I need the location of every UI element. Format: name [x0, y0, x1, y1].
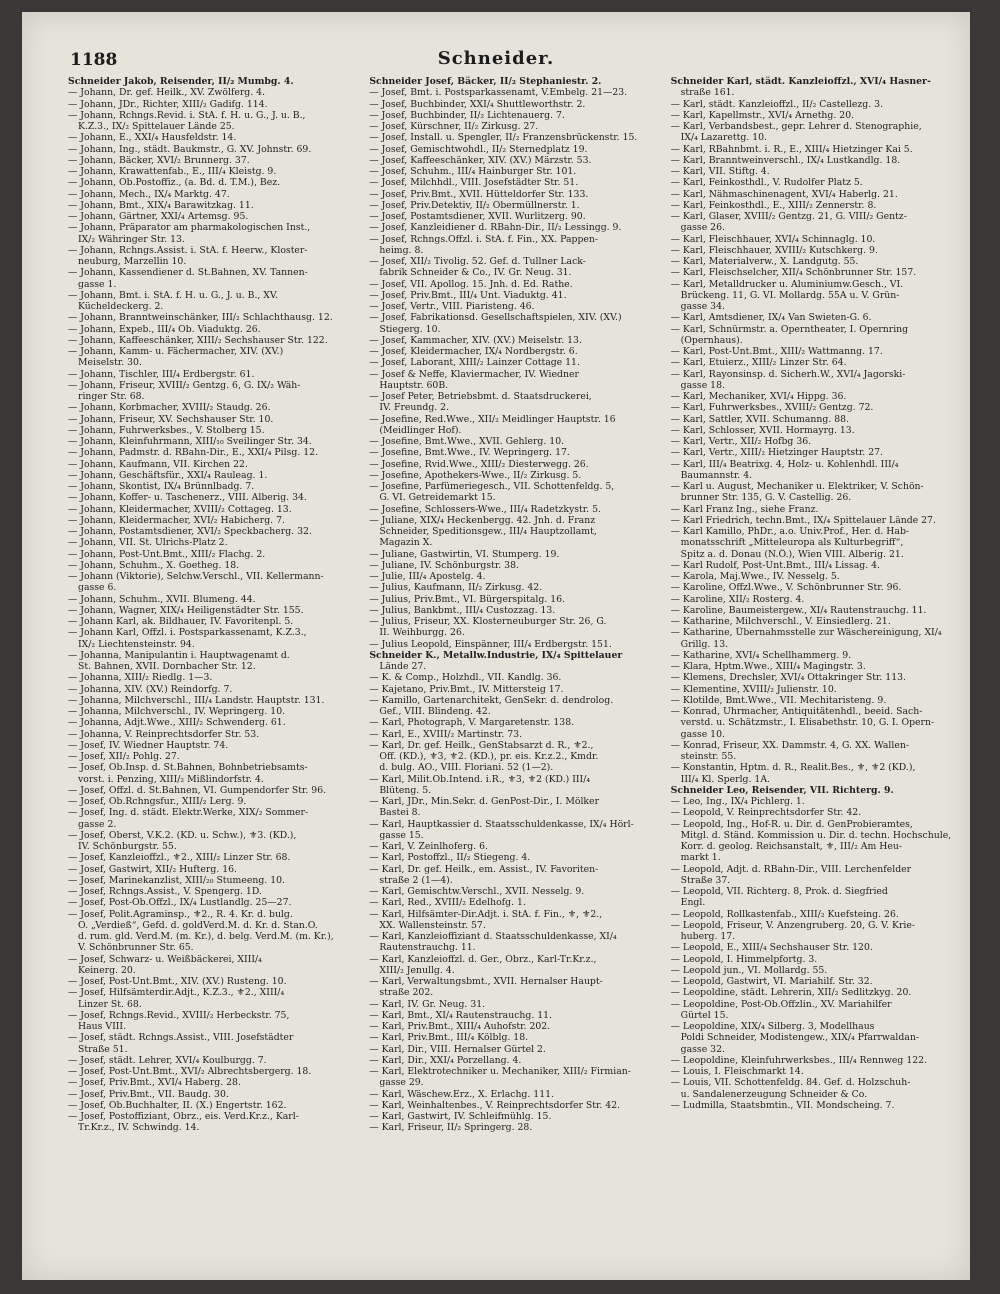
directory-entry: — K. & Comp., Holzhdl., VII. Kandlg. 36. — [369, 672, 562, 684]
directory-entry: — Karl, Kapellmstr., XVI/₄ Arnethg. 20. — [670, 109, 855, 121]
directory-entry: — Julie, III/₄ Apostelg. 4. — [369, 571, 486, 582]
surname-heading-entry: Schneider K., Metallw.Industrie, IX/₄ Spittelauer — [369, 649, 623, 661]
entry-continuation: Straße 51. — [78, 1043, 128, 1055]
entry-continuation: straße 161. — [680, 87, 735, 99]
directory-entry: — Karl, Rayonsinsp. d. Sicherh.W., XVI/₄ Jagorski- — [670, 368, 906, 380]
directory-entry: — Josef, Ing. d. städt. Elektr.Werke, XIX/₂ Sommer- — [68, 807, 309, 819]
directory-entry: — Johann, Postamtsdiener, XVI/₂ Speckbacherg. 32. — [68, 526, 312, 537]
directory-entry: — Johann, Padmstr. d. RBahn-Dir., E., XXI/₄ Pilsg. 12. — [68, 447, 319, 459]
directory-entry: — Karl, Dr. gef. Heilk., em. Assist., IV. Favoriten- — [369, 863, 599, 875]
entry-continuation: IX/₄ Lazarettg. 10. — [680, 132, 767, 144]
entry-continuation: St. Bahnen, XVII. Dornbacher Str. 12. — [78, 661, 256, 672]
directory-entry: — Johann (Viktorie), Selchw.Verschl., VII. Kellermann- — [68, 571, 324, 582]
directory-entry: — Josef Peter, Betriebsbmt. d. Staatsdruckerei, — [369, 391, 592, 402]
directory-entry: — Julius, Friseur, XX. Klosterneuburger Str. 26, G. — [369, 616, 607, 627]
directory-entry: — Josef, Post-Unt.Bmt., XVI/₂ Albrechtsbergerg. 18. — [68, 1066, 312, 1077]
directory-entry: — Josef, Install. u. Spengler, II/₂ Franzensbrückenstr. 15. — [369, 132, 638, 144]
directory-entry: — Johanna, XIII/₂ Riedlg. 1—3. — [68, 672, 213, 684]
directory-entry: — Leopold, Friseur, V. Anzengruberg. 20, G. V. Krie- — [670, 919, 916, 931]
directory-entry: — Karl, Post-Unt.Bmt., XIII/₂ Wattmanng. 17. — [670, 346, 883, 357]
directory-entry: — Leopoldine, Post-Ob.Offzlin., XV. Mariahilfer — [670, 998, 892, 1010]
directory-entry: — Josefine, Schlossers-Wwe., III/₄ Radetzkystr. 5. — [369, 503, 601, 515]
directory-entry: — Karl, Friseur, II/₂ Springerg. 28. — [369, 1122, 533, 1134]
directory-entry: — Karl, Fleischhauer, XVIII/₂ Kutschkerg. 9. — [670, 244, 878, 256]
directory-entry: — Josef, Kanzleidiener d. RBahn-Dir., II/₂ Lessingg. 9. — [369, 222, 622, 234]
directory-entry: — Karl, Vertr., XIII/₂ Hietzinger Hauptstr. 27. — [670, 447, 883, 459]
directory-entry: — Josef, Buchbinder, XXI/₄ Shuttleworthstr. 2. — [369, 98, 586, 110]
directory-entry: — Karl, Mechaniker, XVI/₄ Hippg. 36. — [670, 391, 847, 402]
directory-entry: — Karl, JDr., Min.Sekr. d. GenPost-Dir., I. Mölker — [369, 796, 600, 807]
directory-entry: — Johann, Post-Unt.Bmt., XIII/₂ Flachg. 2. — [68, 548, 266, 560]
directory-entry: — Karl, Dir., XXI/₄ Porzellang. 4. — [369, 1054, 522, 1066]
directory-entry: — Karl, Weinhaltenbes., V. Reinprechtsdorfer Str. 42. — [369, 1099, 621, 1111]
directory-entry: — Karl, V. Zeinlhoferg. 6. — [369, 841, 488, 852]
directory-entry: — Karl, Materialverw., X. Landgutg. 55. — [670, 256, 859, 267]
directory-entry: — Julius, Bankbmt., III/₄ Custozzag. 13. — [369, 604, 556, 616]
directory-entry: — Leopold, Gastwirt, VI. Mariahilf. Str. 32. — [670, 976, 873, 987]
directory-entry: — Karl, Glaser, XVIII/₂ Gentzg. 21, G. VIII/₂ Gentz- — [670, 211, 907, 222]
entry-continuation: heimg. 8. — [379, 244, 424, 256]
entry-continuation: gasse 29. — [379, 1077, 424, 1089]
entry-continuation: fabrik Schneider & Co., IV. Gr. Neug. 31. — [379, 267, 572, 279]
entry-continuation: Engl. — [680, 897, 706, 909]
directory-entry: — Johann, Dr. gef. Heilk., XV. Zwölferg. 4. — [68, 87, 266, 99]
directory-entry: — Johann, JDr., Richter, XIII/₂ Gadifg. 114. — [68, 98, 268, 110]
directory-entry: — Leopold, VII. Richterg. 8, Prok. d. Siegfried — [670, 886, 888, 897]
directory-entry: — Karl, Metalldrucker u. Aluminiumw.Gesch., VI. — [670, 278, 904, 290]
directory-entry: — Leo, Ing., IX/₄ Pichlerg. 1. — [670, 796, 805, 807]
entry-continuation: gasse 32. — [680, 1043, 725, 1055]
directory-entry: — Leopoldine, XIX/₄ Silberg. 3, Modellhaus — [670, 1021, 875, 1032]
directory-entry: — Karl, Sattler, XVII. Schumanng. 88. — [670, 413, 850, 425]
entry-continuation: ringer Str. 68. — [78, 391, 145, 402]
entry-continuation: d. rum. gld. Verd.M. (m. Kr.), d. belg. Verd.M. (m. Kr.), — [78, 931, 334, 942]
directory-entry: — Katharine, Übernahmsstelle zur Wäschereinigung, XI/₄ — [670, 627, 942, 639]
directory-entry: — Karl, Hilfsämter-Dir.Adjt. i. StA. f. Fin., ⚜, ⚜2., — [369, 908, 603, 920]
directory-entry: — Karl, E., XVIII/₂ Martinstr. 73. — [369, 728, 523, 740]
entry-continuation: Rautenstrauchg. 11. — [379, 942, 476, 954]
entry-continuation: brunner Str. 135, G. V. Castellig. 26. — [680, 492, 852, 504]
directory-entry: — Karl, Schlosser, XVII. Hormayrg. 13. — [670, 424, 855, 436]
directory-entry: — Josef, IV. Wiedner Hauptstr. 74. — [68, 739, 229, 751]
directory-entry: — Karl, Etuierz., XIII/₂ Linzer Str. 64. — [670, 357, 847, 369]
directory-entry: — Johann, Friseur, XVIII/₂ Gentzg. 6, G. IX/₂ Wäh- — [68, 379, 301, 391]
directory-entry: — Josef, Kanzleioffzl., ⚜2., XIII/₂ Linzer Str. 68. — [68, 852, 291, 864]
directory-entry: — Josef, Kaffeeschänker, XIV. (XV.) Märzstr. 53. — [369, 154, 592, 166]
entry-continuation: (Meidlinger Hof). — [379, 424, 462, 436]
directory-entry: — Juliane, IV. Schönburgstr. 38. — [369, 559, 519, 571]
entry-continuation: huberg. 17. — [680, 931, 736, 942]
directory-entry: — Karl, Schnürmstr. a. Operntheater, I. Opernring — [670, 323, 909, 335]
directory-entry: — Josef, Priv.Bmt., XVI/₄ Haberg. 28. — [68, 1077, 241, 1089]
entry-continuation: Meiselstr. 30. — [78, 357, 142, 369]
directory-entry: — Karola, Maj.Wwe., IV. Nesselg. 5. — [670, 571, 840, 582]
directory-entry: — Johann, Kleidermacher, XVI/₂ Habicherg. 7. — [68, 514, 285, 526]
entry-continuation: Schneider, Speditionsgew., III/₄ Hauptzollamt, — [379, 526, 597, 537]
directory-entry: — Kamillo, Gartenarchitekt, GenSekr. d. dendrolog. — [369, 694, 614, 706]
surname-heading-entry: Schneider Josef, Bäcker, II/₂ Stephaniestr. 2. — [369, 76, 602, 87]
entry-continuation: G. VI. Getreidemarkt 15. — [379, 492, 496, 504]
directory-entry: — Karl, III/₄ Beatrixg. 4, Holz- u. Kohlenhdl. III/₄ — [670, 458, 899, 470]
directory-entry: — Konrad, Friseur, XX. Dammstr. 4, G. XX. Wallen- — [670, 739, 909, 751]
entry-continuation: O. „Verdieß“, Gefd. d. goldVerd.M. d. Kr. d. Stan.O. — [78, 919, 318, 931]
directory-entry: — Karoline, Offzl.Wwe., V. Schönbrunner Str. 96. — [670, 582, 902, 594]
entry-continuation: IV. Schönburgstr. 55. — [78, 841, 177, 852]
directory-entry: — Josef, XII/₂ Pohlg. 27. — [68, 751, 180, 762]
entry-continuation: d. bulg. AO., VIII. Floriani. 52 (1—2). — [379, 762, 554, 774]
directory-entry: — Johanna, Milchverschl., III/₄ Landstr. Hauptstr. 131. — [68, 694, 325, 706]
directory-entry: — Karoline, XII/₂ Rosterg. 4. — [670, 593, 805, 605]
directory-entry: — Josef, Priv.Bmt., XVII. Hütteldorfer Str. 133. — [369, 188, 589, 200]
entry-continuation: Lände 27. — [379, 661, 427, 672]
directory-entry: — Josef, Schuhm., III/₄ Hainburger Str. 101. — [369, 166, 577, 177]
directory-entry: — Josefine, Bmt.Wwe., XVII. Gehlerg. 10. — [369, 436, 565, 447]
directory-entry: — Louis, I. Fleischmarkt 14. — [670, 1066, 804, 1077]
directory-entry: — Leopold jun., VI. Mollardg. 55. — [670, 964, 828, 976]
entry-continuation: gasse 15. — [379, 829, 424, 841]
entry-continuation: (Opernhaus). — [680, 334, 743, 346]
directory-entry: — Karl, Verwaltungsbmt., XVII. Hernalser Haupt- — [369, 976, 603, 987]
entry-continuation: gasse 1. — [78, 278, 117, 290]
directory-entry: — Karl, IV. Gr. Neug. 31. — [369, 998, 486, 1010]
directory-entry: — Karl, Priv.Bmt., III/₄ Kölblg. 18. — [369, 1032, 529, 1044]
column-1 — [68, 76, 355, 1276]
entry-continuation: Stiegerg. 10. — [379, 323, 441, 335]
directory-entry: — Johann, Friseur, XV. Sechshauser Str. 10. — [68, 413, 274, 425]
directory-entry: — Johanna, XIV. (XV.) Reindorfg. 7. — [68, 683, 233, 695]
surname-heading-entry: Schneider Jakob, Reisender, II/₂ Mumbg. 4. — [68, 76, 294, 87]
entry-continuation: Brückeng. 11, G. VI. Mollardg. 55A u. V. Grün- — [680, 289, 900, 301]
directory-entry: — Johanna, Adjt.Wwe., XIII/₂ Schwenderg. 61. — [68, 717, 286, 729]
entry-continuation: Tr.Kr.z., IV. Schwindg. 14. — [78, 1122, 200, 1134]
directory-entry: — Josef, Rchngs.Assist., V. Spengerg. 1D. — [68, 886, 262, 897]
directory-entry: — Johann, Koffer- u. Taschenerz., VIII. Alberig. 34. — [68, 492, 307, 504]
directory-entry: — Josef, XII/₂ Tivolig. 52. Gef. d. Tullner Lack- — [369, 256, 586, 267]
entry-continuation: Gürtel 15. — [680, 1009, 729, 1021]
directory-entry: — Josef, Hilfsämterdir.Adjt., K.Z.3., ⚜2., XIII/₄ — [68, 987, 285, 999]
directory-entry: — Karl, Fleischhauer, XVI/₄ Schinnaglg. 10. — [670, 233, 876, 245]
directory-entry: — Konstantin, Hptm. d. R., Realit.Bes., ⚜, ⚜2 (KD.), — [670, 762, 916, 774]
directory-entry: — Josefine, Red.Wwe., XII/₂ Meidlinger Hauptstr. 16 — [369, 413, 616, 425]
directory-entry: — Johann, Korbmacher, XVIII/₂ Staudg. 26. — [68, 402, 271, 414]
directory-entry: — Karoline, Baumeistergew., XI/₄ Rautenstrauchg. 11. — [670, 604, 927, 616]
directory-entry: — Karl, Kanzleioffzl. d. Ger., Obrz., Karl-Tr.Kr.z., — [369, 953, 597, 965]
entry-continuation: straße 2 (1—4). — [379, 874, 453, 886]
directory-entry: — Juliane, XIX/₄ Heckenbergg. 42. Jnh. d. Franz — [369, 514, 596, 526]
directory-entry: — Johann, Ob.Postoffiz., (a. Bd. d. T.M.), Bez. — [68, 177, 281, 189]
entry-continuation: markt 1. — [680, 852, 721, 864]
directory-entry: — Konrad, Uhrmacher, Antiquitätenhdl., beeid. Sach- — [670, 706, 923, 717]
directory-entry: — Josef, Kammacher, XIV. (XV.) Meiselstr. 13. — [369, 334, 582, 346]
directory-entry: — Josef, Schwarz- u. Weißbäckerei, XIII/₄ — [68, 953, 262, 965]
directory-entry: — Johann, Wagner, XIX/₄ Heiligenstädter Str. 155. — [68, 604, 304, 616]
directory-entry: — Karl, Amtsdiener, IX/₄ Van Swieten-G. 6. — [670, 312, 872, 324]
directory-entry: — Johanna, Manipulantin i. Hauptwagenamt d. — [68, 649, 290, 661]
entry-continuation: K.Z.3., IX/₂ Spittelauer Lände 25. — [78, 121, 235, 132]
entry-continuation: u. Sandalenerzeugung Schneider & Co. — [680, 1088, 868, 1100]
directory-entry: — Katharine, Milchverschl., V. Einsiedlerg. 21. — [670, 616, 891, 627]
directory-entry: — Johann, Kamm- u. Fächermacher, XIV. (XV.) — [68, 346, 284, 357]
directory-entry: — Josefine, Rvid.Wwe., XIII/₂ Diesterwegg. 26. — [369, 458, 589, 470]
directory-entry: — Johann, Expeb., III/₄ Ob. Viaduktg. 26. — [68, 323, 261, 335]
entry-continuation: gasse 10. — [680, 728, 725, 740]
surname-heading-entry: Schneider Karl, städt. Kanzleioffzl., XVI/₄ Hasner- — [670, 76, 931, 87]
directory-entry: — Johann, Rchngs.Assist. i. StA. f. Heerw., Kloster- — [68, 244, 308, 256]
directory-entry: — Karl, Kanzleioffiziant d. Staatsschuldenkasse, XI/₄ — [369, 931, 617, 942]
directory-entry: — Karl Kamillo, PhDr., a.o. Univ.Prof., Her. d. Hab- — [670, 526, 910, 537]
surname-heading-entry: Schneider Leo, Reisender, VII. Richterg. 9. — [670, 784, 894, 796]
page-number: 1188 — [70, 50, 118, 70]
directory-entry: — Josef, Gemischtwohdl., II/₂ Sternedplatz 19. — [369, 143, 588, 155]
directory-entry: — Kajetano, Priv.Bmt., IV. Mittersteig 17. — [369, 683, 564, 695]
column-3 — [671, 76, 958, 1276]
directory-entry: — Josef, Fabrikationsd. Gesellschaftspielen, XIV. (XV.) — [369, 312, 622, 324]
directory-entry: — Johann, Kassendiener d. St.Bahnen, XV. Tannen- — [68, 267, 308, 279]
entry-continuation: XIII/₂ Jenullg. 4. — [379, 964, 455, 976]
directory-entry: — Juliane, Gastwirtin, VI. Stumperg. 19. — [369, 548, 560, 560]
entry-continuation: Poldi Schneider, Modistengew., XIX/₄ Pfarrwaldan- — [680, 1032, 919, 1044]
directory-entry: — Leopold, V. Reinprechtsdorfer Str. 42. — [670, 807, 862, 819]
directory-entry: — Josefine, Apothekers-Wwe., II/₂ Zirkusg. 5. — [369, 469, 582, 481]
directory-entry: — Karl, VII. Stiftg. 4. — [670, 166, 770, 177]
directory-entry: — Johann, Branntweinschänker, III/₂ Schlachthausg. 12. — [68, 312, 333, 324]
directory-entry: — Karl, Dir., VIII. Hernalser Gürtel 2. — [369, 1043, 546, 1055]
directory-entry: — Josef, Marinekanzlist, XIII/₂₀ Stumeeng. 10. — [68, 874, 285, 886]
entry-continuation: Off. (KD.), ⚜3, ⚜2. (KD.), pr. eis. Kr.z.2., Kmdr. — [379, 751, 599, 762]
directory-entry: — Klara, Hptm.Wwe., XIII/₄ Magingstr. 3. — [670, 661, 866, 672]
directory-entry: — Josef, Ob.Insp. d. St.Bahnen, Bohnbetriebsamts- — [68, 762, 308, 774]
directory-entry: — Julius, Kaufmann, II/₂ Zirkusg. 42. — [369, 582, 543, 594]
directory-entry: — Josefine, Bmt.Wwe., IV. Wepringerg. 17. — [369, 447, 570, 459]
directory-entry: — Josef, Milchhdl., VIII. Josefstädter Str. 51. — [369, 177, 579, 189]
directory-entry: — Karl, Photograph, V. Margaretenstr. 138. — [369, 717, 575, 729]
directory-entry: — Klotilde, Bmt.Wwe., VII. Mechitaristeng. 9. — [670, 694, 887, 706]
directory-entry: — Leopold, Adjt. d. RBahn-Dir., VIII. Lerchenfelder — [670, 863, 912, 875]
entry-continuation: Gef., VIII. Blindeng. 42. — [379, 706, 491, 717]
directory-entry: — Leopold, Rollkastenfab., XIII/₂ Kuefsteing. 26. — [670, 908, 899, 920]
entry-continuation: monatsschrift „Mitteleuropa als Kulturbegriff“, — [680, 537, 904, 549]
directory-entry: — Josef, Bmt. i. Postsparkassenamt, V.Embelg. 21—23. — [369, 87, 628, 99]
entry-continuation: Straße 37. — [680, 874, 731, 886]
directory-entry: — Karl, Dr. gef. Heilk., GenStabsarzt d. R., ⚜2., — [369, 739, 594, 751]
directory-entry: — Louis, VII. Schottenfeldg. 84. Gef. d. Holzschuh- — [670, 1077, 911, 1089]
directory-entry: — Johann, VII. St. Ulrichs-Platz 2. — [68, 537, 228, 549]
entry-continuation: Magazin X. — [379, 537, 433, 549]
entry-continuation: Hauptstr. 60B. — [379, 379, 449, 391]
directory-entry: — Karl, Postoffzl., II/₂ Stiegeng. 4. — [369, 852, 531, 864]
directory-entry: — Karl, Gastwirt, IV. Schleifmühlg. 15. — [369, 1111, 552, 1122]
directory-entry: — Josef, Priv.Bmt., VII. Baudg. 30. — [68, 1088, 229, 1100]
directory-entry: — Josef, Rchngs.Revid., XVIII/₂ Herbeckstr. 75, — [68, 1009, 290, 1021]
directory-entry: — Karl, Fuhrwerksbes., XVIII/₂ Gentzg. 72. — [670, 402, 874, 414]
directory-entry: — Leopoldine, städt. Lehrerin, XII/₂ Sedlitzkyg. 20. — [670, 987, 912, 999]
directory-entry: — Josef, VII. Apollog. 15. Jnh. d. Ed. Rathe. — [369, 278, 573, 290]
directory-entry: — Katharine, XVI/₄ Schellhammerg. 9. — [670, 649, 852, 661]
entry-continuation: gasse 6. — [78, 582, 117, 594]
directory-entry: — Ludmilla, Staatsbmtin., VII. Mondscheing. 7. — [670, 1099, 895, 1111]
directory-entry: — Johann Karl, ak. Bildhauer, IV. Favoritenpl. 5. — [68, 616, 294, 627]
entry-continuation: Grillg. 13. — [680, 638, 729, 650]
directory-entry: — Josef, Postamtsdiener, XVII. Wurlitzerg. 90. — [369, 211, 586, 222]
entry-continuation: Bastei 8. — [379, 807, 421, 819]
directory-entry: — Karl, Verbandsbest., gepr. Lehrer d. Stenographie, — [670, 121, 922, 132]
directory-entry: — Josef, Offzl. d. St.Bahnen, VI. Gumpendorfer Str. 96. — [68, 784, 327, 796]
directory-entry: — Karl, Hauptkassier d. Staatsschuldenkasse, IX/₄ Hörl- — [369, 818, 634, 830]
entry-continuation: Blüteng. 5. — [379, 784, 432, 796]
directory-entry: — Josef, städt. Lehrer, XVI/₄ Koulburgg. 7. — [68, 1054, 267, 1066]
entry-continuation: vorst. i. Penzing, XIII/₂ Mißlindorfstr. 4. — [78, 773, 264, 785]
directory-entry: — Klemens, Drechsler, XVI/₄ Ottakringer Str. 113. — [670, 672, 906, 684]
directory-page — [22, 12, 970, 1280]
directory-entry: — Leopoldine, Kleinfuhrwerksbes., III/₄ Rennweg 122. — [670, 1054, 928, 1066]
directory-entry: — Karl, Nähmaschinenagent, XVI/₄ Haberlg. 21. — [670, 188, 898, 200]
entry-continuation: IX/₂ Währinger Str. 13. — [78, 233, 185, 245]
directory-entry: — Josef, Buchbinder, II/₂ Lichtenauerg. 7. — [369, 109, 565, 121]
directory-entry: — Karl, Wäschew.Erz., X. Erlachg. 111. — [369, 1088, 554, 1100]
entry-continuation: Kücheldeckerg. 2. — [78, 301, 164, 312]
columns — [68, 76, 958, 1276]
entry-continuation: neuburg, Marzellin 10. — [78, 256, 187, 267]
directory-entry: — Johann, Kleinfuhrmann, XIII/₁₀ Sveilinger Str. 34. — [68, 436, 312, 447]
entry-continuation: IX/₂ Liechtensteinstr. 94. — [78, 638, 195, 650]
directory-entry: — Johann Karl, Offzl. i. Postsparkassenamt, K.Z.3., — [68, 627, 307, 639]
directory-entry: — Johann, Rchngs.Revid. i. StA. f. H. u. G., J. u. B., — [68, 109, 306, 121]
directory-entry: — Johann, Kaffeeschänker, XIII/₂ Sechshauser Str. 122. — [68, 334, 328, 346]
directory-entry: — Johanna, V. Reinprechtsdorfer Str. 53. — [68, 728, 260, 740]
directory-entry: — Josef, Kürschner, II/₂ Zirkusg. 27. — [369, 121, 539, 132]
directory-entry: — Johann, Präparator am pharmakologischen Inst., — [68, 222, 311, 234]
directory-entry: — Karl, Fleischselcher, XII/₄ Schönbrunner Str. 157. — [670, 267, 917, 279]
directory-entry: — Johann, Mech., IX/₄ Marktg. 47. — [68, 188, 230, 200]
directory-entry: — Karl, städt. Kanzleioffzl., II/₂ Castellezg. 3. — [670, 98, 884, 110]
entry-continuation: gasse 26. — [680, 222, 725, 234]
directory-entry: — Josef, Polit.Agraminsp., ⚜2., R. 4. Kr. d. bulg. — [68, 908, 293, 920]
directory-entry: — Josef, Ob.Rchngsfur., XIII/₂ Lerg. 9. — [68, 796, 247, 807]
directory-entry: — Josef, Laborant, XIII/₂ Lainzer Cottage 11. — [369, 357, 580, 369]
directory-entry: — Johann, Bmt., XIX/₄ Barawitzkag. 11. — [68, 199, 254, 211]
entry-continuation: verstd. u. Schätzmstr., I. Elisabethstr. 10, G. I. Opern- — [680, 717, 935, 729]
entry-continuation: gasse 18. — [680, 379, 725, 391]
directory-entry: — Karl, Bmt., XI/₄ Rautenstrauchg. 11. — [369, 1009, 553, 1021]
directory-entry: — Karl, Red., XVIII/₂ Edelhofg. 1. — [369, 897, 526, 909]
directory-entry: — Karl Friedrich, techn.Bmt., IX/₄ Spittelauer Lände 27. — [670, 514, 936, 526]
directory-entry: — Johann, Schuhm., X. Goetheg. 18. — [68, 559, 240, 571]
directory-entry: — Josef, Post-Unt.Bmt., XIV. (XV.) Rusteng. 10. — [68, 976, 287, 987]
directory-entry: — Leopold, E., XIII/₄ Sechshauser Str. 120. — [670, 942, 873, 954]
entry-continuation: Spitz a. d. Donau (N.Ö.), Wien VIII. Alberig. 21. — [680, 548, 904, 560]
directory-entry: — Josef & Neffe, Klaviermacher, IV. Wiedner — [369, 368, 579, 380]
directory-entry: — Josef, städt. Rchngs.Assist., VIII. Josefstädter — [68, 1032, 294, 1044]
running-head: Schneider. — [437, 48, 555, 69]
directory-entry: — Leopold, I. Himmelpfortg. 3. — [670, 953, 818, 965]
directory-entry: — Josef, Priv.Detektiv, II/₂ Obermüllnerstr. 1. — [369, 199, 580, 211]
directory-entry: — Karl, Feinkosthdl., V. Rudolfer Platz 5. — [670, 177, 863, 189]
entry-continuation: Linzer St. 68. — [78, 998, 142, 1010]
entry-continuation: Baumannstr. 4. — [680, 469, 753, 481]
entry-continuation: III/₄ Kl. Sperlg. 1A. — [680, 773, 771, 785]
directory-entry: — Leopold, Ing., Hof-R. u. Dir. d. GenProbieramtes, — [670, 818, 913, 830]
directory-entry: — Josef, Gastwirt, XII/₂ Hufterg. 16. — [68, 863, 238, 875]
directory-entry: — Johann, Schuhm., XVII. Blumeng. 44. — [68, 593, 256, 605]
directory-entry: — Johann, Krawattenfab., E., III/₄ Kleistg. 9. — [68, 166, 277, 177]
entry-continuation: gasse 2. — [78, 818, 117, 830]
entry-continuation: IV. Freundg. 2. — [379, 402, 450, 414]
column-2 — [369, 76, 656, 1276]
directory-entry: — Josef, Postoffiziant, Obrz., eis. Verd.Kr.z., Karl- — [68, 1111, 299, 1122]
directory-entry: — Johann, Geschäftsfür., XXI/₄ Rauleag. 1. — [68, 469, 268, 481]
entry-continuation: Korr. d. geolog. Reichsanstalt, ⚜, III/₂ Am Heu- — [680, 841, 903, 852]
directory-entry: — Johann, Kleidermacher, XVIII/₂ Cottageg. 13. — [68, 503, 292, 515]
directory-entry: — Karl Rudolf, Post-Unt.Bmt., III/₄ Lissag. 4. — [670, 559, 880, 571]
directory-entry: — Klementine, XVIII/₂ Julienstr. 10. — [670, 683, 837, 695]
directory-entry: — Josef, Priv.Bmt., III/₄ Unt. Viaduktg. 41. — [369, 289, 567, 301]
directory-entry: — Josef, Rchngs.Offzl. i. StA. f. Fin., XX. Pappen- — [369, 233, 599, 245]
directory-entry: — Karl, Gemischtw.Verschl., XVII. Nesselg. 9. — [369, 886, 585, 897]
directory-entry: — Josef, Oberst, V.K.2. (KD. u. Schw.), ⚜3. (KD.), — [68, 829, 297, 841]
directory-entry: — Karl, RBahnbmt. i. R., E., XIII/₄ Hietzinger Kai 5. — [670, 143, 913, 155]
directory-entry: — Karl, Elektrotechniker u. Mechaniker, XIII/₂ Firmian- — [369, 1066, 631, 1077]
directory-entry: — Julius, Priv.Bmt., VI. Bürgerspitalg. 16. — [369, 593, 565, 605]
directory-entry: — Karl Franz Ing., siehe Franz. — [670, 503, 819, 515]
directory-entry: — Johanna, Milchverschl., IV. Wepringerg. 10. — [68, 706, 286, 717]
directory-entry: — Karl u. August, Mechaniker u. Elektriker, V. Schön- — [670, 481, 924, 492]
entry-continuation: gasse 34. — [680, 301, 725, 312]
directory-entry: — Karl, Branntweinverschl., IX/₄ Lustkandlg. 18. — [670, 154, 901, 166]
entry-continuation: V. Schönbrunner Str. 65. — [78, 942, 194, 954]
directory-entry: — Johann, Tischler, III/₄ Erdbergstr. 61. — [68, 368, 255, 380]
directory-entry: — Karl, Vertr., XII/₂ Hofbg 36. — [670, 436, 812, 447]
directory-entry: — Johann, Bmt. i. StA. f. H. u. G., J. u. B., XV. — [68, 289, 278, 301]
directory-entry: — Johann, Ing., städt. Baukmstr., G. XV. Johnstr. 69. — [68, 143, 312, 155]
entry-continuation: XX. Wallensteinstr. 57. — [379, 919, 486, 931]
entry-continuation: steinstr. 55. — [680, 751, 737, 762]
directory-entry: — Josef, Ob.Buchhalter, II. (X.) Engertstr. 162. — [68, 1099, 287, 1111]
directory-entry: — Josef, Vertr., VIII. Piaristeng. 46. — [369, 301, 535, 312]
entry-continuation: II. Weihburgg. 26. — [379, 627, 465, 639]
directory-entry: — Johann, Skontist, IX/₄ Brünnlbadg. 7. — [68, 481, 255, 492]
directory-entry: — Johann, E., XXI/₄ Hausfeldstr. 14. — [68, 132, 237, 144]
directory-entry: — Karl, Milit.Ob.Intend. i.R., ⚜3, ⚜2 (KD.) III/₄ — [369, 773, 591, 785]
directory-entry: — Johann, Gärtner, XXI/₄ Artemsg. 95. — [68, 211, 249, 222]
directory-entry: — Karl, Feinkosthdl., E., XIII/₂ Zennerstr. 8. — [670, 199, 877, 211]
directory-entry: — Josef, Post-Ob.Offzl., IX/₄ Lustlandlg. 25—27. — [68, 897, 292, 909]
entry-continuation: straße 202. — [379, 987, 434, 999]
entry-continuation: Keinerg. 20. — [78, 964, 136, 976]
directory-entry: — Josefine, Parfümeriegesch., VII. Schottenfeldg. 5, — [369, 481, 615, 492]
directory-entry: — Johann, Bäcker, XVI/₂ Brunnerg. 37. — [68, 154, 250, 166]
entry-continuation: Mitgl. d. Ständ. Kommission u. Dir. d. techn. Hochschule, — [680, 829, 952, 841]
directory-entry: — Karl, Priv.Bmt., XIII/₄ Auhofstr. 202. — [369, 1021, 551, 1032]
entry-continuation: Haus VIII. — [78, 1021, 127, 1032]
directory-entry: — Johann, Kaufmann, VII. Kirchen 22. — [68, 458, 248, 470]
directory-entry: — Josef, Kleidermacher, IX/₄ Nordbergstr. 6. — [369, 346, 578, 357]
directory-entry: — Johann, Fuhrwerksbes., V. Stolberg 15. — [68, 424, 265, 436]
directory-entry: — Julius Leopold, Einspänner, III/₄ Erdbergstr. 151. — [369, 638, 612, 650]
